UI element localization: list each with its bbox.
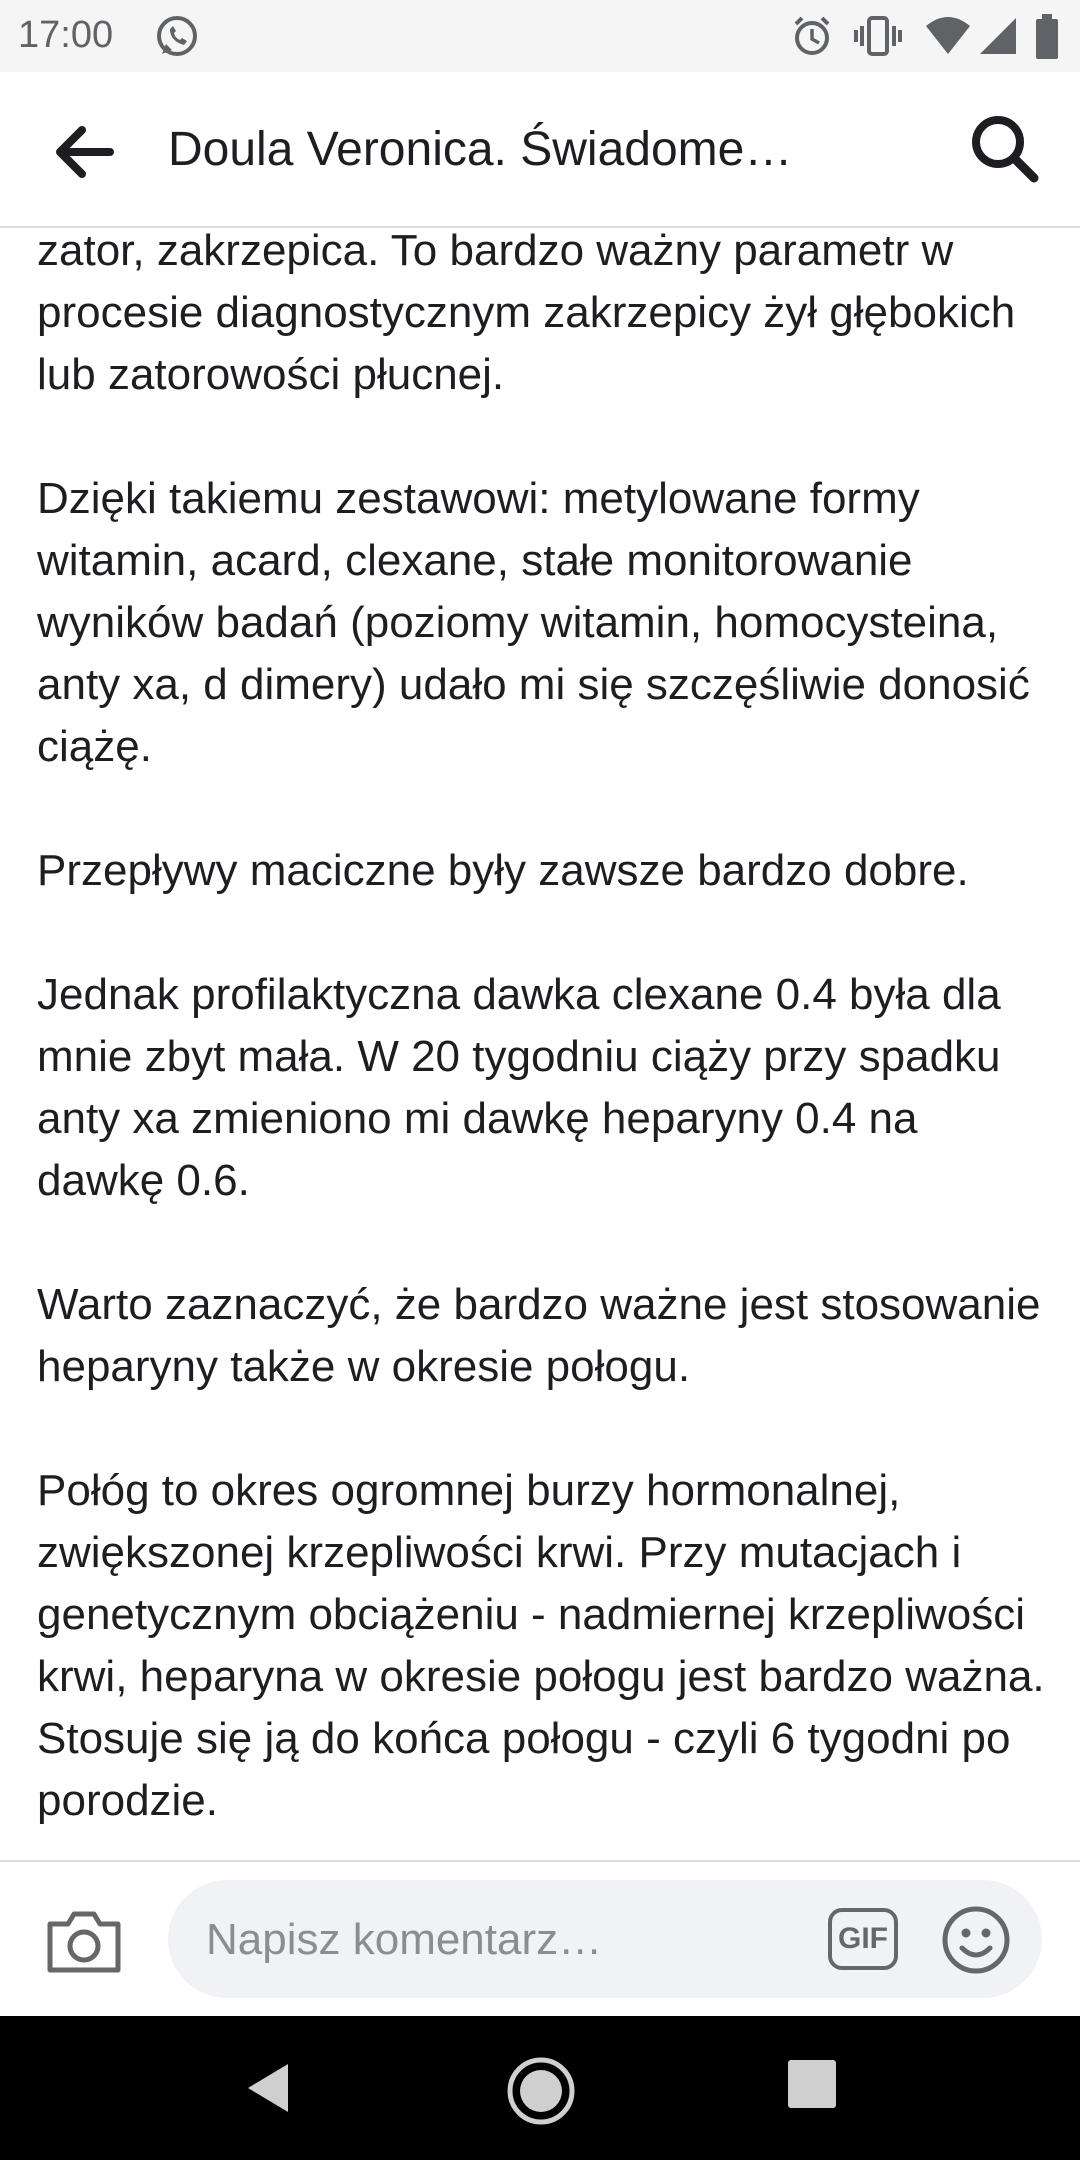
alarm-icon xyxy=(790,14,834,63)
post-paragraph: Przepływy maciczne były zawsze bardzo dobre. xyxy=(37,846,969,895)
comment-input[interactable] xyxy=(204,1880,768,2000)
post-paragraph: Połóg to okres ogromnej burzy hormonalnej, zwiększonej krzepliwości krwi. Przy mutacjach i genetycznym obciążeniu - nadmiernej krzepliwości krwi, heparyna w okresie połogu jest bardzo ważna. Stosuje się ją do końca połogu - czyli 6 tygodni po porodzie. xyxy=(37,1466,1045,1825)
camera-icon xyxy=(44,1906,124,1976)
gif-button[interactable] xyxy=(828,1908,898,1970)
post-paragraph: Jednak profilaktyczna dawka clexane 0.4 była dla mnie zbyt mała. W 20 tygodniu ciąży przy spadku anty xa zmieniono mi dawkę heparyny 0.4 na dawkę 0.6. xyxy=(37,970,1001,1205)
whatsapp-icon xyxy=(154,14,200,65)
arrow-left-icon xyxy=(44,112,124,192)
post-paragraph: Warto zaznaczyć, że bardzo ważne jest stosowanie heparyny także w okresie połogu. xyxy=(37,1280,1041,1391)
signal-icon xyxy=(978,14,1018,63)
search-icon xyxy=(964,108,1044,188)
search-button[interactable] xyxy=(964,108,1044,188)
comment-box xyxy=(168,1880,1042,1998)
nav-recents-icon xyxy=(784,2056,840,2112)
status-time: 17:00 xyxy=(18,14,114,56)
system-nav-bar xyxy=(0,2016,1080,2160)
nav-back-button[interactable] xyxy=(236,2056,300,2120)
nav-back-icon xyxy=(236,2056,300,2120)
vibrate-icon xyxy=(852,14,904,63)
battery-icon xyxy=(1034,14,1060,65)
nav-home-button[interactable] xyxy=(506,2056,570,2120)
nav-home-icon xyxy=(506,2056,576,2126)
wifi-icon xyxy=(924,14,972,63)
comment-composer xyxy=(0,1860,1080,2016)
page-header xyxy=(0,72,1080,228)
back-button[interactable] xyxy=(44,112,124,192)
emoji-button[interactable] xyxy=(940,1904,1012,1976)
post-paragraph: zator, zakrzepica. To bardzo ważny parametr w procesie diagnostycznym zakrzepicy żył głębokich lub zatorowości płucnej. xyxy=(37,228,1016,399)
gif-label: GIF xyxy=(838,1922,888,1955)
camera-button[interactable] xyxy=(44,1906,124,1976)
post-paragraph: Dzięki takiemu zestawowi: metylowane formy witamin, acard, clexane, stałe monitorowanie wyników badań (poziomy witamin, homocysteina, anty xa, d dimery) udało mi się szczęśliwie donosić ciążę. xyxy=(37,474,1030,771)
post-content[interactable] xyxy=(0,228,1080,1860)
page-title: Doula Veronica. Świadome… xyxy=(168,123,793,176)
status-bar xyxy=(0,0,1080,72)
nav-recents-button[interactable] xyxy=(784,2056,848,2120)
smiley-icon xyxy=(940,1904,1012,1976)
